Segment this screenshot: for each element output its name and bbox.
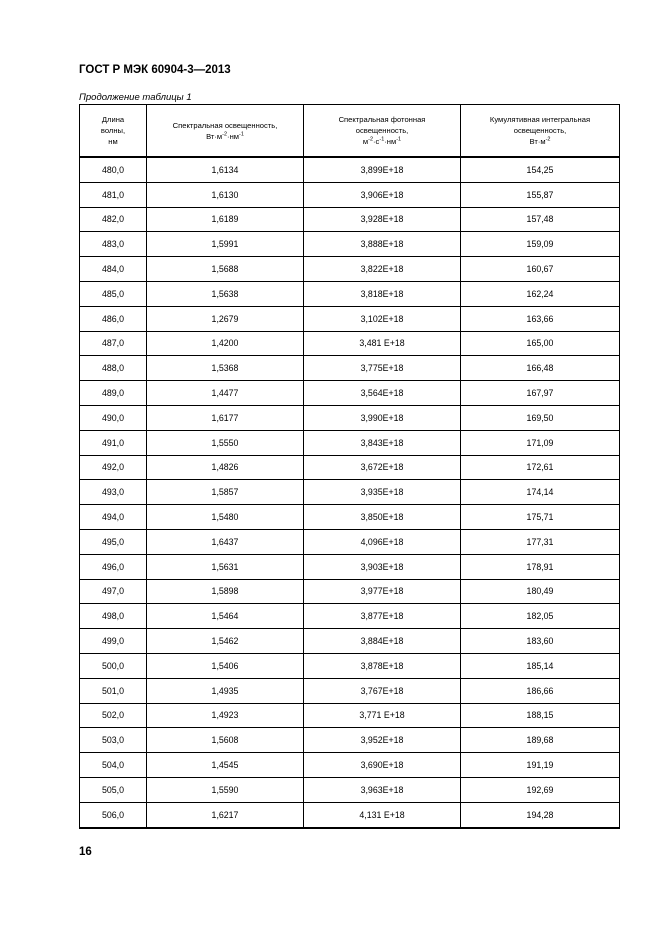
photon-irradiance-cell: 3,818E+18 — [304, 281, 461, 306]
photon-irradiance-cell: 3,963E+18 — [304, 777, 461, 802]
header-spectral-irradiance-exp-a: -2 — [222, 130, 228, 137]
table-row — [80, 653, 620, 678]
spectral-irradiance-cell: 1,6177 — [147, 405, 304, 430]
table-row — [80, 480, 620, 505]
cumulative-irradiance-cell: 191,19 — [461, 753, 620, 778]
header-cumulative-irradiance-exp: -2 — [545, 136, 551, 143]
table-row — [80, 554, 620, 579]
photon-irradiance-cell: 3,877E+18 — [304, 604, 461, 629]
table-row — [80, 430, 620, 455]
header-cumulative-irradiance-unit: Вт·м — [529, 137, 546, 146]
header-cumulative-irradiance — [461, 105, 620, 158]
cumulative-irradiance-cell: 172,61 — [461, 455, 620, 480]
cumulative-irradiance-cell: 157,48 — [461, 207, 620, 232]
table-row — [80, 777, 620, 802]
spectral-irradiance-cell: 1,5898 — [147, 579, 304, 604]
spectral-irradiance-cell: 1,5631 — [147, 554, 304, 579]
header-photon-irradiance-exp-a: -2 — [368, 136, 374, 143]
spectral-irradiance-cell: 1,5608 — [147, 728, 304, 753]
table-row — [80, 579, 620, 604]
wavelength-cell: 493,0 — [80, 480, 147, 505]
spectral-irradiance-cell: 1,5991 — [147, 232, 304, 257]
header-photon-irradiance-unit-c: ·нм — [384, 137, 397, 146]
cumulative-irradiance-cell: 185,14 — [461, 653, 620, 678]
spectral-irradiance-cell: 1,4923 — [147, 703, 304, 728]
header-photon-irradiance-line2: освещенность, — [355, 126, 409, 135]
spectral-irradiance-cell: 1,5688 — [147, 257, 304, 282]
photon-irradiance-cell: 3,564E+18 — [304, 381, 461, 406]
wavelength-cell: 504,0 — [80, 753, 147, 778]
photon-irradiance-cell: 3,952E+18 — [304, 728, 461, 753]
wavelength-cell: 498,0 — [80, 604, 147, 629]
table-row — [80, 802, 620, 827]
spectral-irradiance-cell: 1,5480 — [147, 505, 304, 530]
header-wavelength-line2: волны, — [100, 126, 126, 135]
spectral-irradiance-cell: 1,6217 — [147, 802, 304, 827]
spectral-irradiance-cell: 1,5368 — [147, 356, 304, 381]
header-spectral-irradiance-unit-b: ·нм — [227, 131, 239, 141]
photon-irradiance-cell: 3,850E+18 — [304, 505, 461, 530]
cumulative-irradiance-cell: 186,66 — [461, 678, 620, 703]
page-number: 16 — [79, 846, 92, 858]
cumulative-irradiance-cell: 159,09 — [461, 232, 620, 257]
header-cumulative-irradiance-line1: Кумулятивная интегральная — [489, 115, 591, 124]
cumulative-irradiance-cell: 163,66 — [461, 306, 620, 331]
table-row — [80, 728, 620, 753]
cumulative-irradiance-cell: 189,68 — [461, 728, 620, 753]
photon-irradiance-cell: 3,102E+18 — [304, 306, 461, 331]
spectral-irradiance-cell: 1,5638 — [147, 281, 304, 306]
photon-irradiance-cell: 3,771 E+18 — [304, 703, 461, 728]
cumulative-irradiance-cell: 175,71 — [461, 505, 620, 530]
wavelength-cell: 494,0 — [80, 505, 147, 530]
spectral-irradiance-cell: 1,4477 — [147, 381, 304, 406]
photon-irradiance-cell: 3,775E+18 — [304, 356, 461, 381]
photon-irradiance-cell: 3,843E+18 — [304, 430, 461, 455]
cumulative-irradiance-cell: 162,24 — [461, 281, 620, 306]
wavelength-cell: 486,0 — [80, 306, 147, 331]
spectral-irradiance-cell: 1,6189 — [147, 207, 304, 232]
cumulative-irradiance-cell: 182,05 — [461, 604, 620, 629]
cumulative-irradiance-cell: 188,15 — [461, 703, 620, 728]
cumulative-irradiance-cell: 174,14 — [461, 480, 620, 505]
header-wavelength-line1: Длина — [101, 115, 125, 124]
photon-irradiance-cell: 3,977E+18 — [304, 579, 461, 604]
spectral-irradiance-cell: 1,4545 — [147, 753, 304, 778]
wavelength-cell: 503,0 — [80, 728, 147, 753]
photon-irradiance-cell: 3,903E+18 — [304, 554, 461, 579]
table-row — [80, 505, 620, 530]
spectral-data-table — [79, 104, 620, 829]
table-row — [80, 604, 620, 629]
photon-irradiance-cell: 3,767E+18 — [304, 678, 461, 703]
spectral-irradiance-cell: 1,5590 — [147, 777, 304, 802]
wavelength-cell: 505,0 — [80, 777, 147, 802]
spectral-irradiance-cell: 1,6437 — [147, 529, 304, 554]
spectral-irradiance-cell: 1,2679 — [147, 306, 304, 331]
cumulative-irradiance-cell: 194,28 — [461, 802, 620, 827]
wavelength-cell: 491,0 — [80, 430, 147, 455]
wavelength-cell: 492,0 — [80, 455, 147, 480]
table-row — [80, 529, 620, 554]
spectral-irradiance-cell: 1,4935 — [147, 678, 304, 703]
cumulative-irradiance-cell: 177,31 — [461, 529, 620, 554]
table-row — [80, 356, 620, 381]
cumulative-irradiance-cell: 171,09 — [461, 430, 620, 455]
wavelength-cell: 489,0 — [80, 381, 147, 406]
table-row — [80, 678, 620, 703]
photon-irradiance-cell: 3,935E+18 — [304, 480, 461, 505]
wavelength-cell: 506,0 — [80, 802, 147, 827]
cumulative-irradiance-cell: 166,48 — [461, 356, 620, 381]
header-photon-irradiance-exp-c: -1 — [396, 136, 402, 143]
wavelength-cell: 480,0 — [80, 157, 147, 182]
wavelength-cell: 485,0 — [80, 281, 147, 306]
photon-irradiance-cell: 3,690E+18 — [304, 753, 461, 778]
table-row — [80, 455, 620, 480]
spectral-irradiance-cell: 1,6130 — [147, 182, 304, 207]
photon-irradiance-cell: 3,888E+18 — [304, 232, 461, 257]
table-row — [80, 281, 620, 306]
photon-irradiance-cell: 4,096E+18 — [304, 529, 461, 554]
cumulative-irradiance-cell: 180,49 — [461, 579, 620, 604]
spectral-irradiance-cell: 1,5857 — [147, 480, 304, 505]
table-row — [80, 257, 620, 282]
wavelength-cell: 501,0 — [80, 678, 147, 703]
cumulative-irradiance-cell: 154,25 — [461, 157, 620, 182]
photon-irradiance-cell: 3,906E+18 — [304, 182, 461, 207]
cumulative-irradiance-cell: 183,60 — [461, 629, 620, 654]
wavelength-cell: 483,0 — [80, 232, 147, 257]
standard-title: ГОСТ Р МЭК 60904-3—2013 — [79, 64, 231, 76]
table-row — [80, 331, 620, 356]
wavelength-cell: 488,0 — [80, 356, 147, 381]
cumulative-irradiance-cell: 192,69 — [461, 777, 620, 802]
table-body — [80, 157, 620, 828]
header-spectral-irradiance-exp-b: -1 — [239, 130, 244, 137]
table-row — [80, 207, 620, 232]
wavelength-cell: 490,0 — [80, 405, 147, 430]
cumulative-irradiance-cell: 167,97 — [461, 381, 620, 406]
table-row — [80, 405, 620, 430]
wavelength-cell: 481,0 — [80, 182, 147, 207]
table-row — [80, 157, 620, 182]
photon-irradiance-cell: 3,990E+18 — [304, 405, 461, 430]
table-row — [80, 381, 620, 406]
photon-irradiance-cell: 3,884E+18 — [304, 629, 461, 654]
wavelength-cell: 484,0 — [80, 257, 147, 282]
cumulative-irradiance-cell: 165,00 — [461, 331, 620, 356]
header-photon-irradiance — [304, 105, 461, 158]
cumulative-irradiance-cell: 178,91 — [461, 554, 620, 579]
wavelength-cell: 502,0 — [80, 703, 147, 728]
header-photon-irradiance-unit-a: м — [362, 137, 369, 146]
header-photon-irradiance-unit-b: ·с — [373, 137, 380, 146]
photon-irradiance-cell: 3,481 E+18 — [304, 331, 461, 356]
header-wavelength-unit: нм — [108, 137, 118, 146]
spectral-irradiance-cell: 1,4826 — [147, 455, 304, 480]
wavelength-cell: 482,0 — [80, 207, 147, 232]
table-row — [80, 182, 620, 207]
wavelength-cell: 500,0 — [80, 653, 147, 678]
table-row — [80, 753, 620, 778]
table-row — [80, 629, 620, 654]
wavelength-cell: 495,0 — [80, 529, 147, 554]
spectral-irradiance-cell: 1,5550 — [147, 430, 304, 455]
spectral-irradiance-cell: 1,5462 — [147, 629, 304, 654]
table-header-row — [80, 105, 620, 158]
wavelength-cell: 497,0 — [80, 579, 147, 604]
table-row — [80, 306, 620, 331]
photon-irradiance-cell: 3,672E+18 — [304, 455, 461, 480]
header-wavelength — [80, 105, 147, 158]
photon-irradiance-cell: 3,928E+18 — [304, 207, 461, 232]
cumulative-irradiance-cell: 155,87 — [461, 182, 620, 207]
wavelength-cell: 487,0 — [80, 331, 147, 356]
wavelength-cell: 496,0 — [80, 554, 147, 579]
header-cumulative-irradiance-line2: освещенность, — [513, 126, 567, 135]
photon-irradiance-cell: 4,131 E+18 — [304, 802, 461, 827]
header-spectral-irradiance-line1: Спектральная освещенность, — [172, 120, 278, 130]
spectral-irradiance-cell: 1,5406 — [147, 653, 304, 678]
header-photon-irradiance-exp-b: -1 — [379, 136, 385, 143]
table-caption: Продолжение таблицы 1 — [79, 92, 192, 103]
spectral-irradiance-cell: 1,5464 — [147, 604, 304, 629]
photon-irradiance-cell: 3,878E+18 — [304, 653, 461, 678]
table-row — [80, 232, 620, 257]
spectral-irradiance-cell: 1,4200 — [147, 331, 304, 356]
cumulative-irradiance-cell: 169,50 — [461, 405, 620, 430]
photon-irradiance-cell: 3,822E+18 — [304, 257, 461, 282]
header-photon-irradiance-line1: Спектральная фотонная — [338, 115, 426, 124]
header-spectral-irradiance — [147, 105, 304, 158]
table-row — [80, 703, 620, 728]
header-spectral-irradiance-unit-a: Вт·м — [206, 131, 223, 141]
photon-irradiance-cell: 3,899E+18 — [304, 157, 461, 182]
cumulative-irradiance-cell: 160,67 — [461, 257, 620, 282]
spectral-irradiance-cell: 1,6134 — [147, 157, 304, 182]
wavelength-cell: 499,0 — [80, 629, 147, 654]
